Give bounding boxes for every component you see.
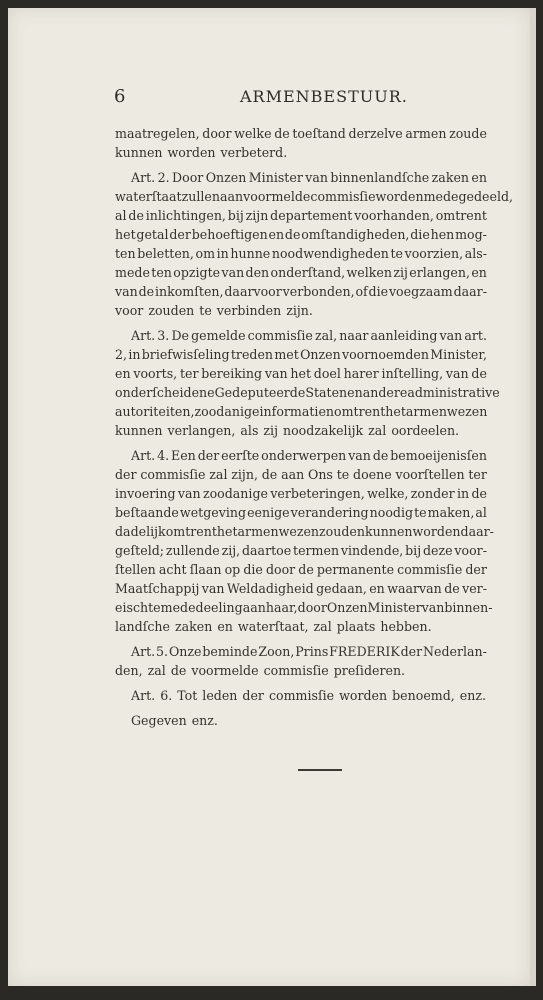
text-line: landſche zaken en waterſtaat, zal plaats hebben.	[115, 619, 432, 634]
text-line: ten beletten, om in hunne noodwendigheden te voorzien, als-	[115, 246, 487, 261]
text-line: al de inlichtingen, bij zijn departement voorhanden, omtrent	[115, 208, 487, 223]
text-line: der commisſie zal zijn, de aan Ons te doene voorſtellen ter	[115, 467, 487, 482]
text-line: kunnen worden verbeterd.	[115, 145, 288, 160]
text-line: maatregelen, door welke de toeſtand derzelve armen zoude	[115, 126, 487, 141]
text-line: voor zouden te verbinden zijn.	[115, 303, 313, 318]
text-line: mede ten opzigte van den onderſtand, welken zij erlangen, en	[115, 265, 487, 280]
page-edge	[530, 8, 536, 986]
text-line: onderſcheidene Gedeputeerde Staten en andere administrative	[115, 385, 500, 400]
text-line: invoering van zoodanige verbeteringen, welke, zonder in de	[115, 486, 487, 501]
text-line: Maatſchappij van Weldadigheid gedaan, en waarvan de ver-	[115, 581, 487, 596]
text-line: 2, in briefwisſeling treden met Onzen voornoemden Minister,	[115, 347, 487, 362]
text-line: ſtellen acht ſlaan op die door de permanente commisſie der	[115, 562, 487, 577]
text-line: Art. 5. Onze beminde Zoon, Prins FREDERIK der Nederlan-	[131, 644, 487, 659]
text-line: Gegeven enz.	[131, 713, 218, 728]
text-line: en voorts, ter bereiking van het doel harer inſtelling, van de	[115, 366, 487, 381]
text-line: van de inkomſten, daarvoor verbonden, of die voegzaam daar-	[115, 284, 487, 299]
text-line: het getal der behoeftigen en de omſtandigheden, die hen mog-	[115, 227, 487, 242]
end-rule	[298, 769, 342, 771]
running-head	[114, 86, 486, 112]
body-text	[115, 124, 514, 730]
text-line: geſteld; zullende zij, daartoe termen vindende, bij deze voor-	[115, 543, 487, 558]
text-line: Art. 6. Tot leden der commisſie worden benoemd, enz.	[131, 688, 486, 703]
text-line: Art. 4. Een der eerſte onderwerpen van de bemoeijenisſen	[131, 448, 487, 463]
running-title: ARMENBESTUUR.	[240, 87, 408, 106]
text-line: Art. 2. Door Onzen Minister van binnenlandſche zaken en	[131, 170, 487, 185]
text-line: kunnen verlangen, als zij noodzakelijk zal oordeelen.	[115, 423, 460, 438]
text-line: Art. 3. De gemelde commisſie zal, naar aanleiding van art.	[131, 328, 487, 343]
page-number: 6	[114, 86, 126, 107]
text-line: eischte mededeeling aan haar, door Onzen Minister van binnen-	[115, 600, 493, 615]
text-line: dadelijk omtrent het armenwezen zouden kunnen worden daar-	[115, 524, 494, 539]
text-line: den, zal de voormelde commisſie preſideren.	[115, 663, 406, 678]
text-line: autoriteiten, zoodanige informatien omtrent het armenwezen	[115, 404, 488, 419]
text-line: beſtaande wetgeving eenige verandering noodig te maken, al	[115, 505, 487, 520]
text-line: waterſtaat zullen aan voormelde commisſie worden medegedeeld,	[115, 189, 514, 204]
